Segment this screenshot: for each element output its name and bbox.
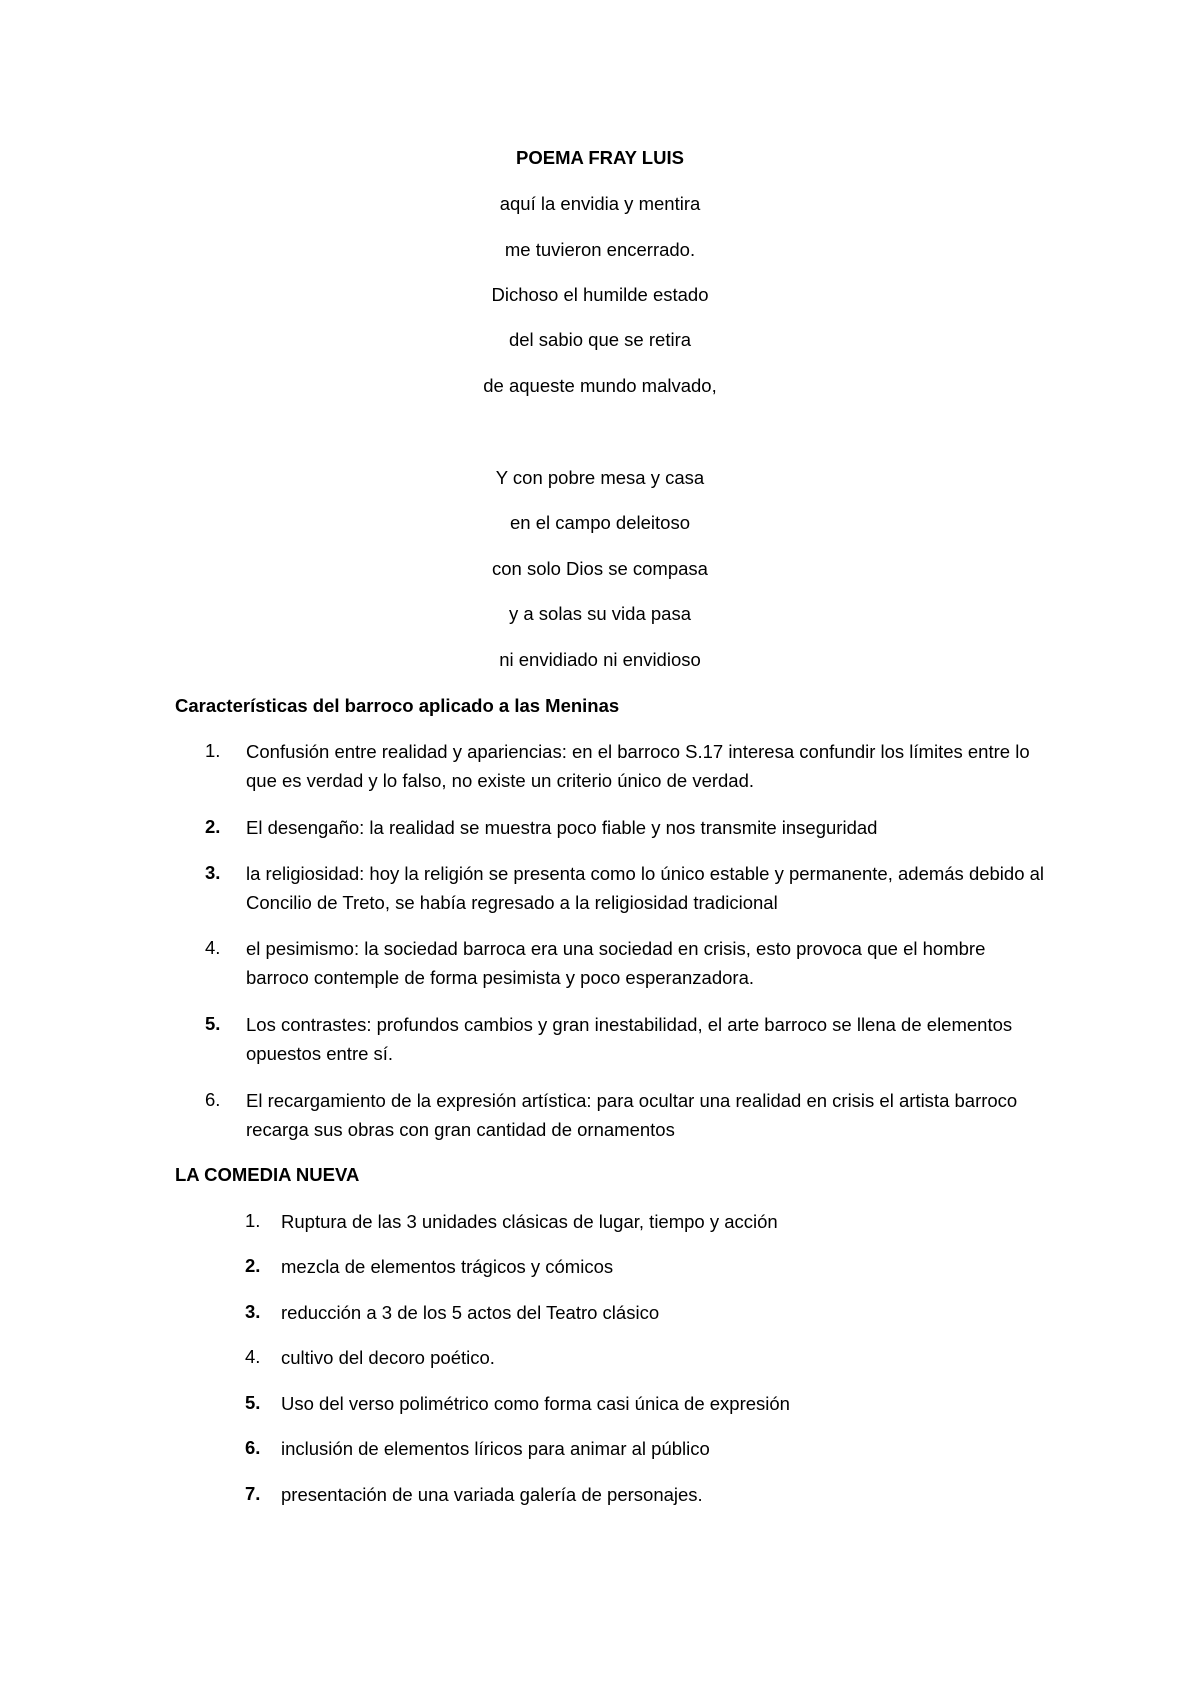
poem-verse: Dichoso el humilde estado bbox=[491, 284, 709, 305]
poem-verse: en el campo deleitoso bbox=[510, 512, 690, 533]
list-item-text: Uso del verso polimétrico como forma casi única de expresión bbox=[281, 1393, 790, 1414]
section-heading-comedia: LA COMEDIA NUEVA bbox=[175, 1164, 360, 1185]
list-item-text: Confusión entre realidad y apariencias: en el barroco S.17 interesa confundir los límites entre lo que es verdad y lo falso, no existe un criterio único de verdad. bbox=[246, 741, 1030, 791]
list-item-text: cultivo del decoro poético. bbox=[281, 1347, 495, 1368]
list-number: 6. bbox=[205, 1089, 221, 1110]
list-number: 3. bbox=[205, 862, 221, 883]
poem-verse: me tuvieron encerrado. bbox=[504, 239, 696, 260]
list-number: 2. bbox=[205, 816, 221, 837]
poem-verse: ni envidiado ni envidioso bbox=[499, 649, 701, 670]
list-item-text: Ruptura de las 3 unidades clásicas de lugar, tiempo y acción bbox=[281, 1211, 778, 1232]
poem-verse: aquí la envidia y mentira bbox=[499, 193, 701, 214]
poem-verse: con solo Dios se compasa bbox=[492, 558, 708, 579]
list-number: 6. bbox=[245, 1437, 261, 1458]
list-number: 5. bbox=[205, 1013, 221, 1034]
poem-verse: del sabio que se retira bbox=[508, 329, 692, 350]
poem-verse: Y con pobre mesa y casa bbox=[495, 467, 705, 488]
list-item-text: El desengaño: la realidad se muestra poco fiable y nos transmite inseguridad bbox=[246, 817, 878, 838]
list-number: 4. bbox=[205, 937, 221, 958]
list-number: 7. bbox=[245, 1483, 261, 1504]
section-heading-barroco: Características del barroco aplicado a las Meninas bbox=[175, 695, 620, 716]
list-item-text: El recargamiento de la expresión artística: para ocultar una realidad en crisis el artista barroco recarga sus obras con gran cantidad de ornamentos bbox=[246, 1090, 1018, 1140]
list-item-text: inclusión de elementos líricos para animar al público bbox=[281, 1438, 710, 1459]
list-item-text: mezcla de elementos trágicos y cómicos bbox=[281, 1256, 614, 1277]
list-item-text: el pesimismo: la sociedad barroca era una sociedad en crisis, esto provoca que el hombre barroco contemple de forma pesimista y poco esperanzadora. bbox=[246, 938, 986, 988]
poem-verse: y a solas su vida pasa bbox=[508, 603, 692, 624]
list-number: 1. bbox=[205, 740, 221, 761]
poem-verse: de aqueste mundo malvado, bbox=[483, 375, 717, 396]
list-item-text: la religiosidad: hoy la religión se presenta como lo único estable y permanente, además debido al Concilio de Treto, se había regresado a la religiosidad tradicional bbox=[246, 863, 1045, 913]
list-item-text: Los contrastes: profundos cambios y gran inestabilidad, el arte barroco se llena de elementos opuestos entre sí. bbox=[246, 1014, 1013, 1064]
list-number: 3. bbox=[245, 1301, 261, 1322]
list-number: 4. bbox=[245, 1346, 261, 1367]
poem-title: POEMA FRAY LUIS bbox=[516, 147, 684, 168]
list-item-text: reducción a 3 de los 5 actos del Teatro clásico bbox=[281, 1302, 660, 1323]
list-number: 2. bbox=[245, 1255, 261, 1276]
list-item-text: presentación de una variada galería de personajes. bbox=[281, 1484, 703, 1505]
list-number: 1. bbox=[245, 1210, 261, 1231]
list-number: 5. bbox=[245, 1392, 261, 1413]
